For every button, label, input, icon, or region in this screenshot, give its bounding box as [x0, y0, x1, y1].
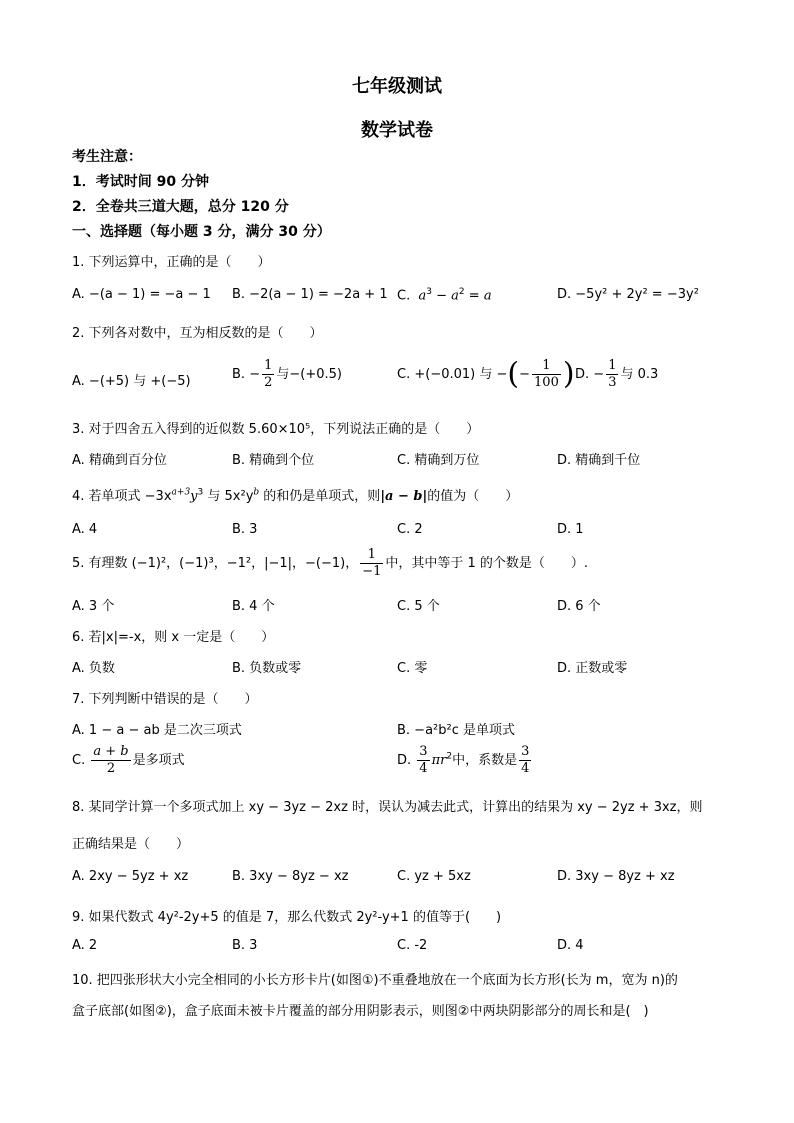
exam-subtitle: 数学试卷: [361, 120, 433, 141]
question-2-option-b: B. − $\frac{1}{2}$ 与−(+0.5): [232, 358, 342, 390]
notice-heading: 考生注意：: [72, 149, 142, 165]
question-1-option-c: C. $a^3 - a^2 = a$: [397, 287, 492, 304]
question-7-stem: 7. 下列判断中错误的是（ ）: [72, 692, 258, 707]
question-2-option-c: C. +(−0.01) 与 −(− $\frac{1}{100}$ ): [397, 356, 575, 392]
question-4-option-b: B. 3: [232, 522, 258, 537]
question-5-stem-pre: 5. 有理数 (−1)²，(−1)³，−1²，|−1|，−(−1)，: [72, 556, 359, 571]
question-9-option-a: A. 2: [72, 938, 98, 953]
question-8-option-d: D. 3xy − 8yz + xz: [557, 869, 675, 884]
section-heading: 一、选择题（每小题 3 分，满分 30 分）: [72, 224, 331, 240]
question-6-option-d: D. 正数或零: [557, 661, 628, 676]
question-4-option-c: C. 2: [397, 522, 423, 537]
question-2-option-a: A. −(+5) 与 +(−5): [72, 374, 191, 389]
question-2-option-d-text: 与 0.3: [620, 367, 659, 382]
question-2-option-b-text: 与−(+0.5): [276, 367, 342, 382]
notice-item-time: 1．考试时间 90 分钟: [72, 174, 209, 190]
question-2-option-d: D. − $\frac{1}{3}$ 与 0.3: [575, 358, 659, 390]
question-1-option-b: B. −2(a − 1) = −2a + 1: [232, 287, 388, 302]
question-4-stem-mid: 与 5x²y: [203, 489, 254, 504]
question-1-option-a: A. −(a − 1) = −a − 1: [72, 287, 211, 302]
question-6-option-b: B. 负数或零: [232, 661, 302, 676]
question-5-stem-post: 中，其中等于 1 的个数是（ ）.: [385, 556, 589, 571]
question-6-option-a: A. 负数: [72, 661, 115, 676]
question-8-stem-line2: 正确结果是（ ）: [72, 837, 190, 852]
question-6-option-c: C. 零: [397, 661, 428, 676]
question-2-option-b-label: B.: [232, 367, 246, 382]
question-8-option-b: B. 3xy − 8yz − xz: [232, 869, 349, 884]
question-2-option-c-text: +(−0.01) 与 −: [414, 367, 508, 382]
question-1-stem: 1. 下列运算中，正确的是（ ）: [72, 255, 271, 270]
question-7-option-d: D. $\frac{3}{4}$ $\pi r^2$中，系数是 $\frac{3}{4}$: [397, 744, 530, 776]
question-5-option-a: A. 3 个: [72, 599, 115, 614]
question-3-option-b: B. 精确到个位: [232, 453, 315, 468]
question-4-stem-post: 的和仍是单项式，则: [259, 489, 381, 504]
question-7-option-a: A. 1 − a − ab 是二次三项式: [72, 723, 242, 738]
question-1-option-d: D. −5y² + 2y² = −3y²: [557, 287, 699, 302]
question-3-option-a: A. 精确到百分位: [72, 453, 167, 468]
question-2-option-d-label: D.: [575, 367, 590, 382]
question-2-option-c-label: C.: [397, 367, 411, 382]
question-4-stem-pre: 4. 若单项式 −3x: [72, 489, 172, 504]
question-7-option-c-text: 是多项式: [132, 753, 185, 768]
question-8-option-c: C. yz + 5xz: [397, 869, 471, 884]
question-5-option-c: C. 5 个: [397, 599, 440, 614]
question-3-option-c: C. 精确到万位: [397, 453, 480, 468]
question-8-option-a: A. 2xy − 5yz + xz: [72, 869, 189, 884]
question-5-option-b: B. 4 个: [232, 599, 275, 614]
question-9-option-b: B. 3: [232, 938, 258, 953]
exam-title: 七年级测试: [352, 76, 442, 97]
question-8-stem-line1: 8. 某同学计算一个多项式加上 xy − 3yz − 2xz 时，误认为减去此式，计算出的结果为 xy − 2yz + 3xz，则: [72, 800, 703, 815]
question-10-stem-line2: 盒子底部(如图②)，盒子底面未被卡片覆盖的部分用阴影表示，则图②中两块阴影部分的周长和是( ): [72, 1004, 649, 1019]
question-3-option-d: D. 精确到千位: [557, 453, 641, 468]
question-4-option-a: A. 4: [72, 522, 98, 537]
question-2-stem: 2. 下列各对数中，互为相反数的是（ ）: [72, 326, 323, 341]
question-1-option-c-label: C.: [397, 288, 411, 304]
question-7-option-d-text: 中，系数是: [452, 753, 518, 768]
question-10-stem-line1: 10. 把四张形状大小完全相同的小长方形卡片(如图①)不重叠地放在一个底面为长方形(长为 m，宽为 n)的: [72, 973, 678, 988]
question-4-stem-end: 的值为（ ）: [427, 489, 519, 504]
question-7-option-b: B. −a²b²c 是单项式: [397, 723, 515, 738]
question-3-stem: 3. 对于四舍五入得到的近似数 5.60×10⁵，下列说法正确的是（ ）: [72, 422, 480, 437]
question-7-option-d-label: D.: [397, 753, 412, 768]
question-9-option-c: C. -2: [397, 938, 428, 953]
question-9-stem: 9. 如果代数式 4y²-2y+5 的值是 7，那么代数式 2y²-y+1 的值等于( ): [72, 910, 502, 925]
question-6-stem: 6. 若|x|=-x，则 x 一定是（ ）: [72, 630, 275, 645]
question-9-option-d: D. 4: [557, 938, 584, 953]
notice-item-score: 2．全卷共三道大题，总分 120 分: [72, 199, 289, 215]
question-7-option-c-label: C.: [72, 753, 86, 768]
question-4-option-d: D. 1: [557, 522, 584, 537]
question-5-stem: 5. 有理数 (−1)²，(−1)³，−1²，|−1|，−(−1)， $\frac{1}{-1}$ 中，其中等于 1 的个数是（ ）.: [72, 547, 589, 579]
question-5-option-d: D. 6 个: [557, 599, 601, 614]
question-7-option-c: C. $\frac{a + b}{2}$ 是多项式: [72, 744, 185, 776]
question-4-stem: 4. 若单项式 $-3x^{a+3}y^3$ 与 $5x^2y^b$ 的和仍是单项式，则|a − b|的值为（ ）: [72, 487, 519, 504]
